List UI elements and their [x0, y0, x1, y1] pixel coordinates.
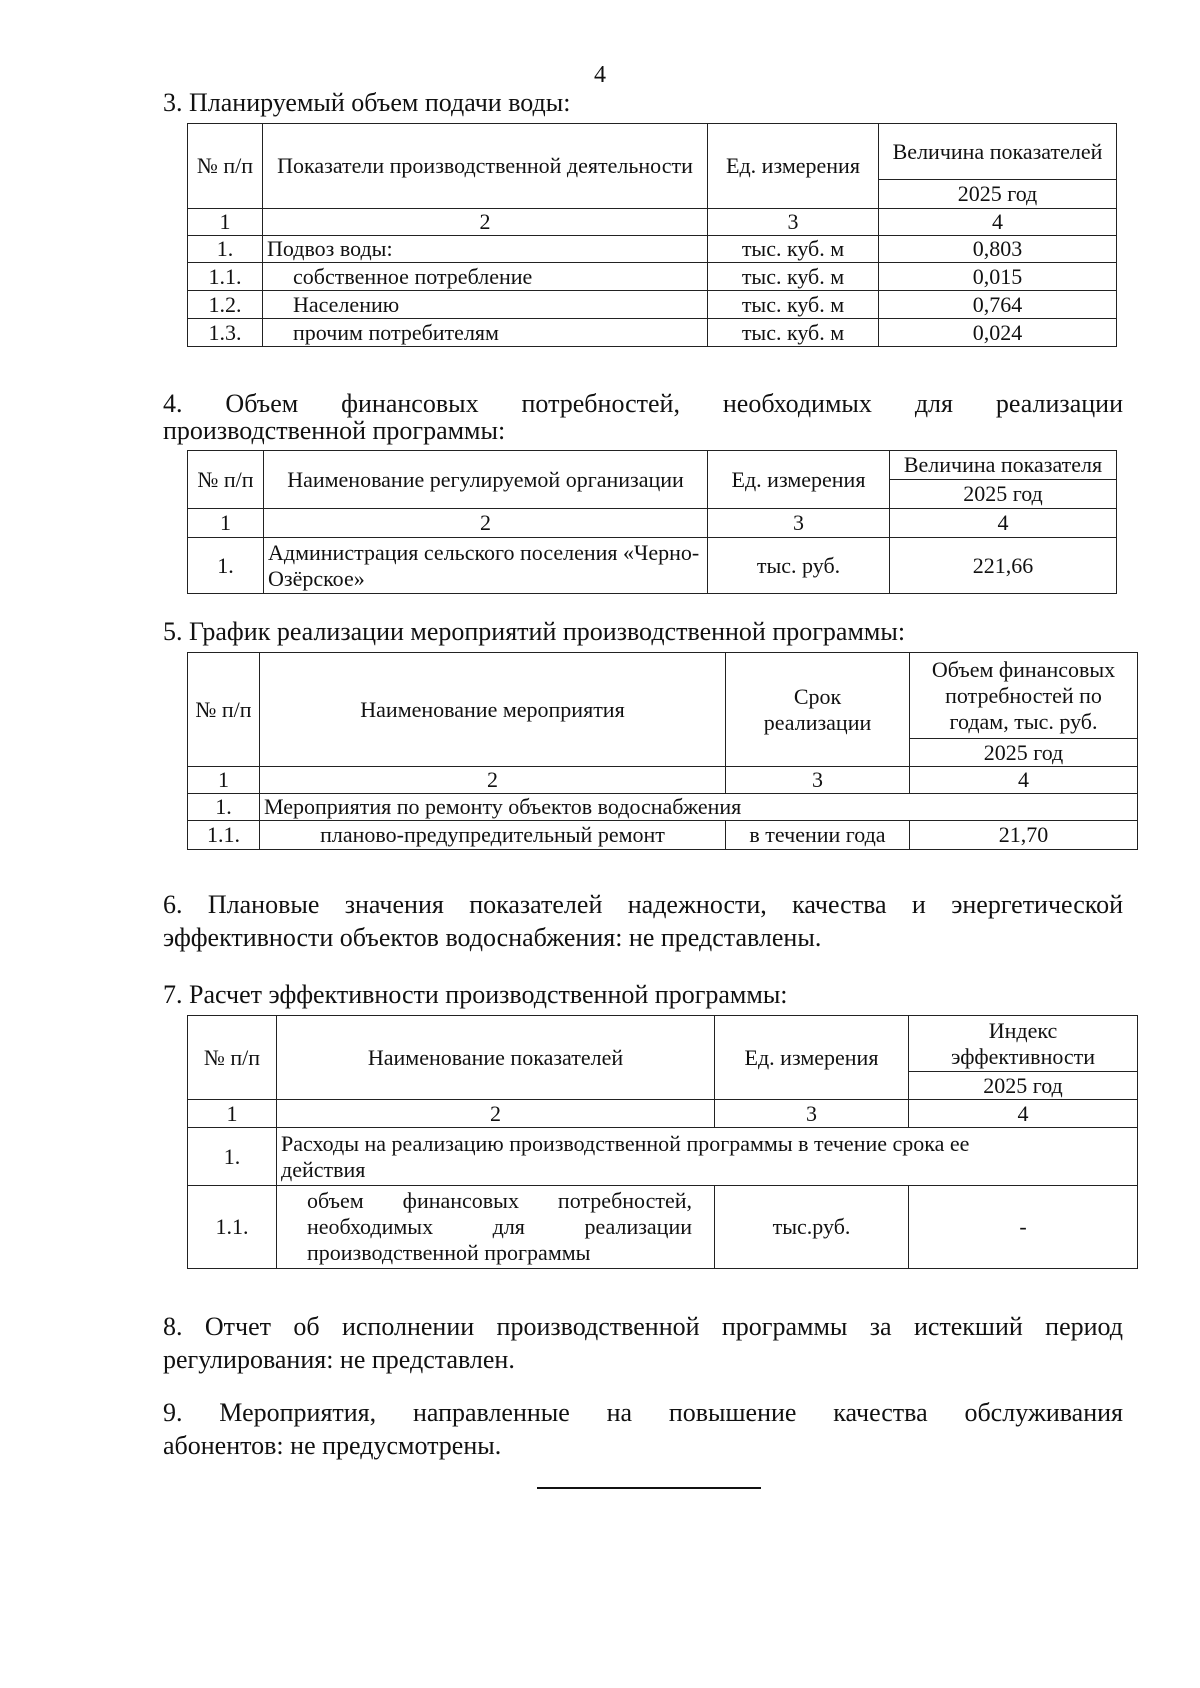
header-year: 2025 год — [890, 480, 1117, 509]
section-6-line2: эффективности объектов водоснабжения: не представлены. — [163, 923, 822, 952]
table-row — [188, 1186, 1138, 1269]
row-name: Мероприятия по ремонту объектов водоснабжения — [260, 794, 1138, 821]
header-value: Величина показателей — [879, 124, 1117, 180]
header-name: Наименование регулируемой организации — [264, 451, 708, 509]
section-4-heading-line2: производственной программы: — [163, 416, 506, 445]
header-year: 2025 год — [909, 1072, 1138, 1100]
row-num: 1.1. — [188, 263, 263, 291]
header-name: Наименование мероприятия — [260, 653, 726, 767]
section-3-heading: 3. Планируемый объем подачи воды: — [163, 88, 571, 117]
header-num: № п/п — [188, 653, 260, 767]
row-name: собственное потребление — [263, 263, 708, 291]
header-unit: Ед. измерения — [708, 124, 879, 209]
section-5-heading: 5. График реализации мероприятий производственной программы: — [163, 617, 906, 646]
row-name: Населению — [263, 291, 708, 319]
header-name: Показатели производственной деятельности — [263, 124, 708, 209]
row-name: Администрация сельского поселения «Черно-Озёрское» — [264, 538, 708, 594]
header-value: Индекс эффективности — [909, 1016, 1138, 1072]
section-6-text — [163, 888, 1123, 954]
header-num: № п/п — [188, 1016, 277, 1100]
header-name: Наименование показателей — [277, 1016, 715, 1100]
col-number: 1 — [188, 209, 263, 236]
row-value: 21,70 — [910, 821, 1138, 850]
col-number: 3 — [708, 209, 879, 236]
col-number: 4 — [910, 767, 1138, 794]
row-num: 1.2. — [188, 291, 263, 319]
section-4-heading — [163, 387, 1123, 447]
col-number: 3 — [715, 1100, 909, 1128]
col-number: 4 — [879, 209, 1117, 236]
section-9-line1: 9. Мероприятия, направленные на повышение качества обслуживания — [163, 1398, 1123, 1427]
row-term: в течении года — [726, 821, 910, 850]
section-4-heading-line1: 4. Объем финансовых потребностей, необходимых для реализации — [163, 389, 1123, 418]
col-number: 2 — [277, 1100, 715, 1128]
col-number: 3 — [726, 767, 910, 794]
col-number: 1 — [188, 1100, 277, 1128]
col-number: 2 — [263, 209, 708, 236]
row-value: - — [909, 1186, 1138, 1269]
row-value: 221,66 — [890, 538, 1117, 594]
row-name: планово-предупредительный ремонт — [260, 821, 726, 850]
table-row — [188, 263, 1117, 291]
col-number: 4 — [909, 1100, 1138, 1128]
row-unit: тыс. руб. — [708, 538, 890, 594]
row-num: 1.1. — [188, 1186, 277, 1269]
water-supply-table — [187, 123, 1117, 347]
row-name: Подвоз воды: — [263, 236, 708, 263]
header-term: Срок реализации — [726, 653, 910, 767]
page-number: 4 — [594, 62, 606, 88]
row-num: 1.3. — [188, 319, 263, 347]
section-8-line2: регулирования: не представлен. — [163, 1345, 515, 1374]
header-num: № п/п — [188, 124, 263, 209]
financial-needs-table — [187, 450, 1117, 594]
section-8-line1: 8. Отчет об исполнении производственной программы за истекший период — [163, 1312, 1123, 1341]
col-number: 4 — [890, 509, 1117, 538]
col-number: 2 — [264, 509, 708, 538]
row-unit: тыс. куб. м — [708, 319, 879, 347]
row-value: 0,764 — [879, 291, 1117, 319]
row-name: Расходы на реализацию производственной программы в течение срока ее действия — [277, 1128, 1138, 1186]
table-group-row — [188, 794, 1138, 821]
section-8-text — [163, 1310, 1123, 1376]
row-name: объем финансовых потребностей, необходимых для реализации производственной программы — [277, 1186, 715, 1269]
header-unit: Ед. измерения — [715, 1016, 909, 1100]
section-6-line1: 6. Плановые значения показателей надежности, качества и энергетической — [163, 890, 1123, 919]
section-9-text — [163, 1396, 1123, 1462]
row-value: 0,024 — [879, 319, 1117, 347]
end-separator-line — [537, 1487, 761, 1489]
section-9-line2: абонентов: не предусмотрены. — [163, 1431, 502, 1460]
row-unit: тыс. куб. м — [708, 236, 879, 263]
table-row — [188, 821, 1138, 850]
row-unit: тыс.руб. — [715, 1186, 909, 1269]
table-group-row — [188, 1128, 1138, 1186]
table-row — [188, 538, 1117, 594]
col-number: 2 — [260, 767, 726, 794]
row-unit: тыс. куб. м — [708, 263, 879, 291]
header-num: № п/п — [188, 451, 264, 509]
schedule-table — [187, 652, 1138, 850]
efficiency-table — [187, 1015, 1138, 1269]
col-number: 3 — [708, 509, 890, 538]
row-unit: тыс. куб. м — [708, 291, 879, 319]
row-num: 1. — [188, 794, 260, 821]
row-num: 1. — [188, 538, 264, 594]
row-value: 0,015 — [879, 263, 1117, 291]
row-value: 0,803 — [879, 236, 1117, 263]
row-name: прочим потребителям — [263, 319, 708, 347]
row-num: 1. — [188, 236, 263, 263]
col-number: 1 — [188, 767, 260, 794]
section-7-heading: 7. Расчет эффективности производственной программы: — [163, 980, 788, 1009]
header-unit: Ед. измерения — [708, 451, 890, 509]
header-year: 2025 год — [879, 180, 1117, 209]
header-year: 2025 год — [910, 739, 1138, 767]
header-value: Величина показателя — [890, 451, 1117, 480]
table-row — [188, 319, 1117, 347]
row-num: 1. — [188, 1128, 277, 1186]
col-number: 1 — [188, 509, 264, 538]
row-num: 1.1. — [188, 821, 260, 850]
table-row — [188, 236, 1117, 263]
header-value: Объем финансовых потребностей по годам, тыс. руб. — [910, 653, 1138, 739]
table-row — [188, 291, 1117, 319]
